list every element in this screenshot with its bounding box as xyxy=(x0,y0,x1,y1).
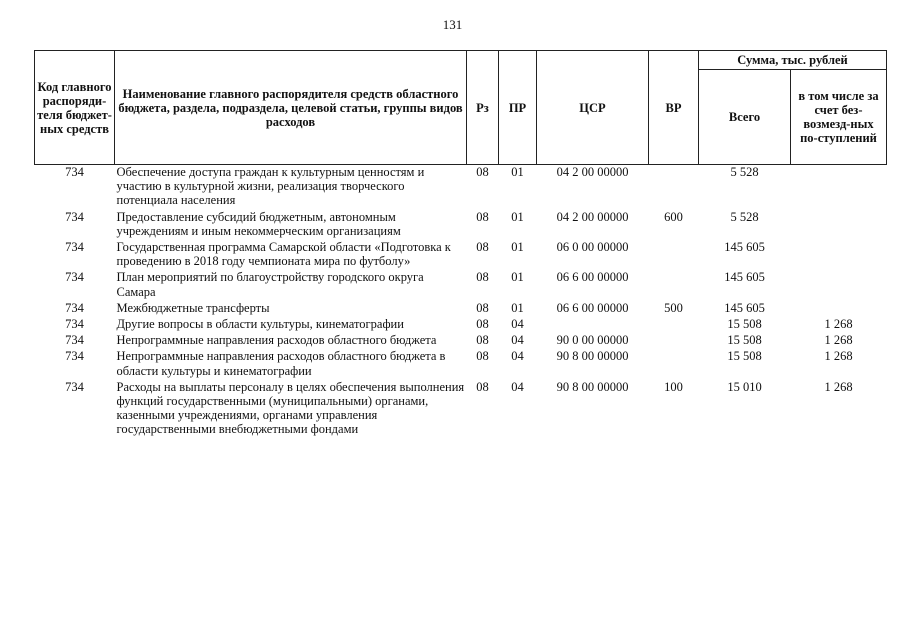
cell-pr: 01 xyxy=(511,300,524,315)
cell-csr: 90 8 00 00000 xyxy=(556,349,629,364)
cell-vr: 600 xyxy=(664,209,683,224)
cell-total: 15 508 xyxy=(727,317,762,332)
cell-free: 1 268 xyxy=(824,333,853,348)
cell-pr: 01 xyxy=(511,240,524,255)
cell-csr: 90 0 00 00000 xyxy=(556,333,629,348)
cell-free: 1 268 xyxy=(824,379,853,394)
cell-total: 15 010 xyxy=(727,379,762,394)
cell-csr: 04 2 00 00000 xyxy=(556,165,629,179)
cell-vr xyxy=(649,240,699,270)
cell-name: Другие вопросы в области культуры, кинематографии xyxy=(116,317,404,332)
cell-total: 5 528 xyxy=(730,165,759,179)
cell-pr: 04 xyxy=(511,379,524,394)
cell-vr xyxy=(649,333,699,349)
cell-pr: 04 xyxy=(511,349,524,364)
cell-name: Государственная программа Самарской области «Подготовка к проведению в 2018 году чемпионата мира по футболу» xyxy=(116,240,451,269)
cell-total: 5 528 xyxy=(730,209,759,224)
cell-code: 734 xyxy=(65,349,84,364)
cell-vr: 100 xyxy=(664,379,683,394)
cell-csr: 90 8 00 00000 xyxy=(556,379,629,394)
cell-vr xyxy=(649,165,699,210)
header-total: Всего xyxy=(699,70,791,165)
cell-csr: 06 6 00 00000 xyxy=(556,300,629,315)
cell-pr: 01 xyxy=(511,270,524,285)
cell-free xyxy=(791,240,887,270)
cell-total: 145 605 xyxy=(724,300,765,315)
cell-code: 734 xyxy=(65,333,84,348)
table-row xyxy=(35,301,887,317)
cell-code: 734 xyxy=(65,379,84,394)
cell-vr xyxy=(649,349,699,379)
header-name: Наименование главного распорядителя средств областного бюджета, раздела, подраздела, целевой статьи, группы видов расходов xyxy=(115,51,467,165)
cell-rz: 08 xyxy=(476,270,489,285)
table-row xyxy=(35,165,887,210)
table-row xyxy=(35,270,887,300)
cell-pr: 01 xyxy=(511,209,524,224)
cell-rz: 08 xyxy=(476,300,489,315)
table-row xyxy=(35,349,887,379)
cell-total: 145 605 xyxy=(724,240,765,255)
page-number: 131 xyxy=(442,17,463,32)
cell-free: 1 268 xyxy=(824,349,853,364)
cell-csr xyxy=(537,317,649,333)
cell-name: Непрограммные направления расходов областного бюджета xyxy=(116,333,437,348)
cell-code: 734 xyxy=(65,209,84,224)
cell-free xyxy=(791,270,887,300)
cell-vr xyxy=(649,317,699,333)
cell-rz: 08 xyxy=(476,333,489,348)
header-sum: Сумма, тыс. рублей xyxy=(699,51,887,70)
cell-name: Расходы на выплаты персоналу в целях обеспечения выполнения функций государственными (муниципальными) органами, казенными учреждениями, органами управления государственными внебюджетными фондами xyxy=(116,379,465,437)
cell-rz: 08 xyxy=(476,240,489,255)
header-free: в том числе за счет без-возмезд-ных по-ступлений xyxy=(791,70,887,165)
cell-code: 734 xyxy=(65,165,84,179)
cell-free xyxy=(791,210,887,240)
cell-csr: 06 0 00 00000 xyxy=(556,240,629,255)
table-row xyxy=(35,240,887,270)
cell-rz: 08 xyxy=(476,209,489,224)
cell-free xyxy=(791,165,887,210)
table-body xyxy=(35,165,887,439)
cell-name: Непрограммные направления расходов областного бюджета в области культуры и кинематографии xyxy=(116,349,446,378)
cell-rz: 08 xyxy=(476,317,489,332)
header-rz: Рз xyxy=(467,51,499,165)
cell-name: Обеспечение доступа граждан к культурным ценностям и участию в культурной жизни, реализация творческого потенциала населения xyxy=(116,165,425,208)
cell-rz: 08 xyxy=(476,379,489,394)
table-row xyxy=(35,380,887,439)
table-row xyxy=(35,210,887,240)
cell-total: 15 508 xyxy=(727,349,762,364)
cell-rz: 08 xyxy=(476,165,489,179)
cell-vr xyxy=(649,270,699,300)
cell-code: 734 xyxy=(65,300,84,315)
cell-code: 734 xyxy=(65,317,84,332)
cell-pr: 04 xyxy=(511,333,524,348)
cell-name: План мероприятий по благоустройству городского округа Самара xyxy=(116,270,424,299)
table-row xyxy=(35,333,887,349)
cell-free xyxy=(791,301,887,317)
cell-total: 145 605 xyxy=(724,270,765,285)
cell-csr: 04 2 00 00000 xyxy=(556,209,629,224)
cell-code: 734 xyxy=(65,270,84,285)
cell-name: Предоставление субсидий бюджетным, автономным учреждениям и иным некоммерческим организациям xyxy=(116,209,401,238)
header-vr: ВР xyxy=(649,51,699,165)
budget-table xyxy=(34,50,887,439)
header-code: Код главного распоряди-теля бюджет-ных средств xyxy=(35,51,115,165)
cell-rz: 08 xyxy=(476,349,489,364)
cell-name: Межбюджетные трансферты xyxy=(116,300,270,315)
cell-free: 1 268 xyxy=(824,317,853,332)
cell-pr: 04 xyxy=(511,317,524,332)
cell-total: 15 508 xyxy=(727,333,762,348)
header-pr: ПР xyxy=(499,51,537,165)
cell-vr: 500 xyxy=(664,300,683,315)
cell-code: 734 xyxy=(65,240,84,255)
header-csr: ЦСР xyxy=(537,51,649,165)
cell-csr: 06 6 00 00000 xyxy=(556,270,629,285)
table-row xyxy=(35,317,887,333)
cell-pr: 01 xyxy=(511,165,524,179)
